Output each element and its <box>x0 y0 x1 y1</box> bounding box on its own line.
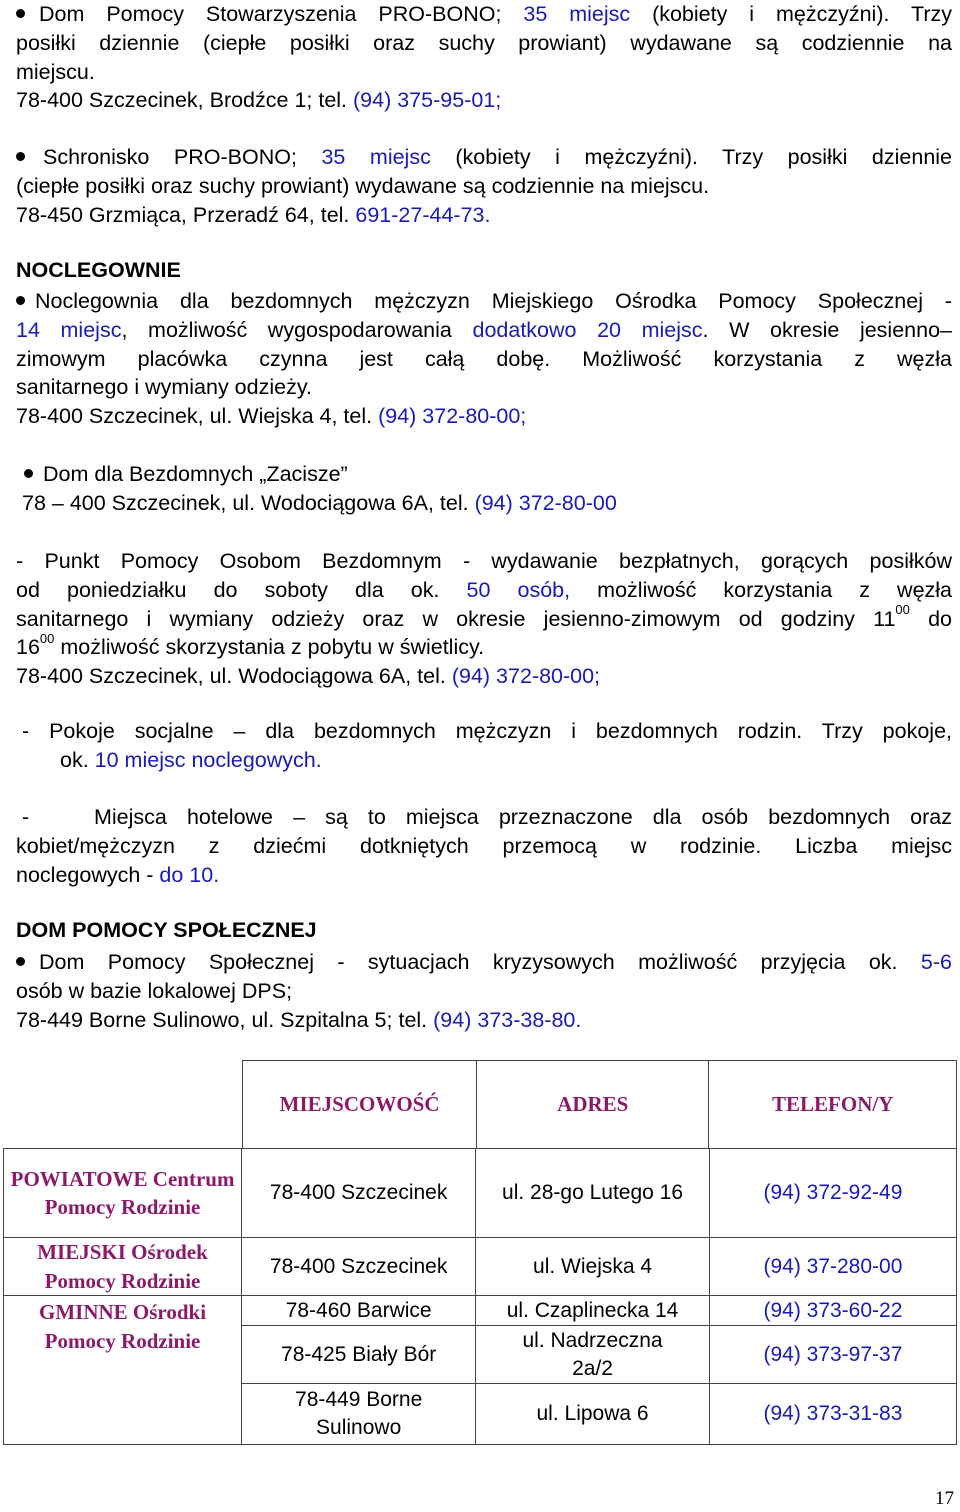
table-cell-phone: (94) 37-280-00 <box>709 1238 956 1296</box>
bullet-item-zacisze <box>16 460 952 518</box>
text: ok. <box>60 747 95 772</box>
superscript: 00 <box>39 631 55 647</box>
table-cell: 78-460 Barwice <box>242 1296 476 1326</box>
row-label-powiatowe: POWIATOWE Centrum Pomocy Rodzinie <box>4 1149 242 1238</box>
phone: (94) 373-38-80. <box>433 1007 582 1032</box>
text: Dom Pomocy Społecznej - sytuacjach kryzysowych możliwość przyjęcia ok. <box>39 950 921 974</box>
phone: (94) 372-80-00; <box>378 404 527 429</box>
places-count: 10 miejsc noclegowych. <box>94 747 322 772</box>
superscript: 00 <box>895 602 910 618</box>
table-cell-phone: (94) 373-31-83 <box>709 1384 956 1445</box>
table-cell: 78-400 Szczecinek <box>242 1149 476 1238</box>
places-count: 35 miejsc <box>321 145 431 169</box>
bullet-item-schronisko <box>16 143 952 229</box>
page-number: 17 <box>935 1488 954 1509</box>
bullet-icon <box>16 9 25 18</box>
bullet-icon <box>16 957 25 966</box>
text: osób w bazie lokalowej DPS; <box>16 978 293 1003</box>
text: (kobiety i mężczyźni). Trzy posiłki dziennie <box>430 145 953 169</box>
places-count: 35 miejsc <box>523 2 631 26</box>
address: 78-400 Szczecinek, Brodźce 1; tel. <box>16 88 354 113</box>
text: kobiet/mężczyzn z dziećmi dotkniętych przemocą w rodzinie. Liczba miejsc <box>16 833 952 858</box>
text: Schronisko PRO-BONO; <box>43 145 322 169</box>
bullet-item-dps <box>16 948 952 1034</box>
text: możliwość skorzystania z pobytu w świetlicy. <box>54 635 485 660</box>
text: zimowym placówka czynna jest całą dobę. Możliwość korzystania z węzła <box>16 346 952 371</box>
text: od poniedziałku do soboty dla ok. <box>16 577 467 602</box>
text: - Punkt Pomocy Osobom Bezdomnym - wydawanie bezpłatnych, gorących posiłków <box>16 549 952 573</box>
item-miejsca-hotelowe <box>16 803 952 889</box>
phone: 691-27-44-73. <box>355 202 491 227</box>
text: Dom dla Bezdomnych „Zacisze” <box>43 462 348 486</box>
phone: (94) 375-95-01; <box>353 88 502 113</box>
places-count: 14 miejsc <box>16 317 122 342</box>
bullet-icon <box>24 469 33 478</box>
text: sanitarnego i wymiany odzieży. <box>16 375 312 400</box>
table-cell: ul. Lipowa 6 <box>476 1384 710 1445</box>
col-header-telefony: TELEFON/Y <box>709 1061 957 1149</box>
text: (ciepłe posiłki oraz suchy prowiant) wydawane są codziennie na miejscu. <box>16 173 710 198</box>
table-cell-phone: (94) 373-60-22 <box>709 1296 956 1326</box>
table-cell: 78-425 Biały Bór <box>242 1326 476 1384</box>
address: 78 – 400 Szczecinek, ul. Wodociągowa 6A, tel. <box>22 490 475 515</box>
dash: - <box>22 805 30 829</box>
text: posiłki dziennie (ciepłe posiłki oraz suchy prowiant) wydawane są codziennie na <box>16 30 952 55</box>
table-cell: ul. Czaplinecka 14 <box>476 1296 710 1326</box>
item-punkt-pomocy <box>16 547 952 691</box>
text: miejscu. <box>16 59 95 84</box>
table-cell: ul. Nadrzeczna 2a/2 <box>476 1326 710 1384</box>
address: 78-400 Szczecinek, ul. Wiejska 4, tel. <box>16 404 379 429</box>
text: , możliwość wygospodarowania <box>121 317 473 342</box>
section-heading-noclegownie: NOCLEGOWNIE <box>16 258 181 282</box>
table-cell-phone: (94) 372-92-49 <box>709 1149 956 1238</box>
row-label-gminne: GMINNE Ośrodki Pomocy Rodzinie <box>4 1296 242 1445</box>
text: możliwość korzystania z węzła <box>570 577 953 602</box>
table-cell: 78-400 Szczecinek <box>242 1238 476 1296</box>
bullet-icon <box>16 296 25 305</box>
phone: (94) 372-80-00 <box>474 490 617 515</box>
table-cell: ul. 28-go Lutego 16 <box>476 1149 710 1238</box>
text: do <box>909 606 952 631</box>
item-pokoje-socjalne <box>16 717 952 775</box>
text: Dom Pomocy Stowarzyszenia PRO-BONO; <box>39 2 524 26</box>
section-heading-dps: DOM POMOCY SPOŁECZNEJ <box>16 918 317 942</box>
address: 78-400 Szczecinek, ul. Wodociągowa 6A, tel. <box>16 664 452 689</box>
people-count: 5-6 <box>920 950 952 974</box>
bullet-icon <box>16 152 25 161</box>
bullet-item-noclegownia <box>16 287 952 431</box>
text: 16 <box>16 635 40 660</box>
address: 78-450 Grzmiąca, Przeradź 64, tel. <box>16 202 356 227</box>
text: (kobiety i mężczyźni). Trzy <box>630 2 952 26</box>
table-institutions <box>3 1148 957 1445</box>
col-header-adres: ADRES <box>477 1061 709 1149</box>
table-cell-phone: (94) 373-97-37 <box>709 1326 956 1384</box>
extra-places: dodatkowo 20 miejsc <box>472 317 703 342</box>
table-cell: 78-449 Borne Sulinowo <box>242 1384 476 1445</box>
table-cell: ul. Wiejska 4 <box>476 1238 710 1296</box>
bullet-item-dom-pomocy <box>16 0 952 115</box>
text: - Pokoje socjalne – dla bezdomnych mężczyzn i bezdomnych rodzin. Trzy pokoje, <box>22 719 952 743</box>
text: sanitarnego i wymiany odzieży oraz w okresie jesienno-zimowym od godziny 11 <box>16 606 896 631</box>
table-header <box>242 1060 957 1149</box>
row-label-miejski: MIEJSKI Ośrodek Pomocy Rodzinie <box>4 1238 242 1296</box>
col-header-miejscowosc: MIEJSCOWOŚĆ <box>243 1061 477 1149</box>
people-count: 50 osób, <box>466 577 571 602</box>
places-count: do 10. <box>159 862 220 887</box>
text: Noclegownia dla bezdomnych mężczyzn Miejskiego Ośrodka Pomocy Społecznej - <box>35 289 952 313</box>
address: 78-449 Borne Sulinowo, ul. Szpitalna 5; tel. <box>16 1007 434 1032</box>
text: Miejsca hotelowe – są to miejsca przeznaczone dla osób bezdomnych oraz <box>94 805 952 829</box>
text: . W okresie jesienno– <box>702 317 952 342</box>
text: noclegowych - <box>16 862 160 887</box>
phone: (94) 372-80-00; <box>451 664 601 689</box>
